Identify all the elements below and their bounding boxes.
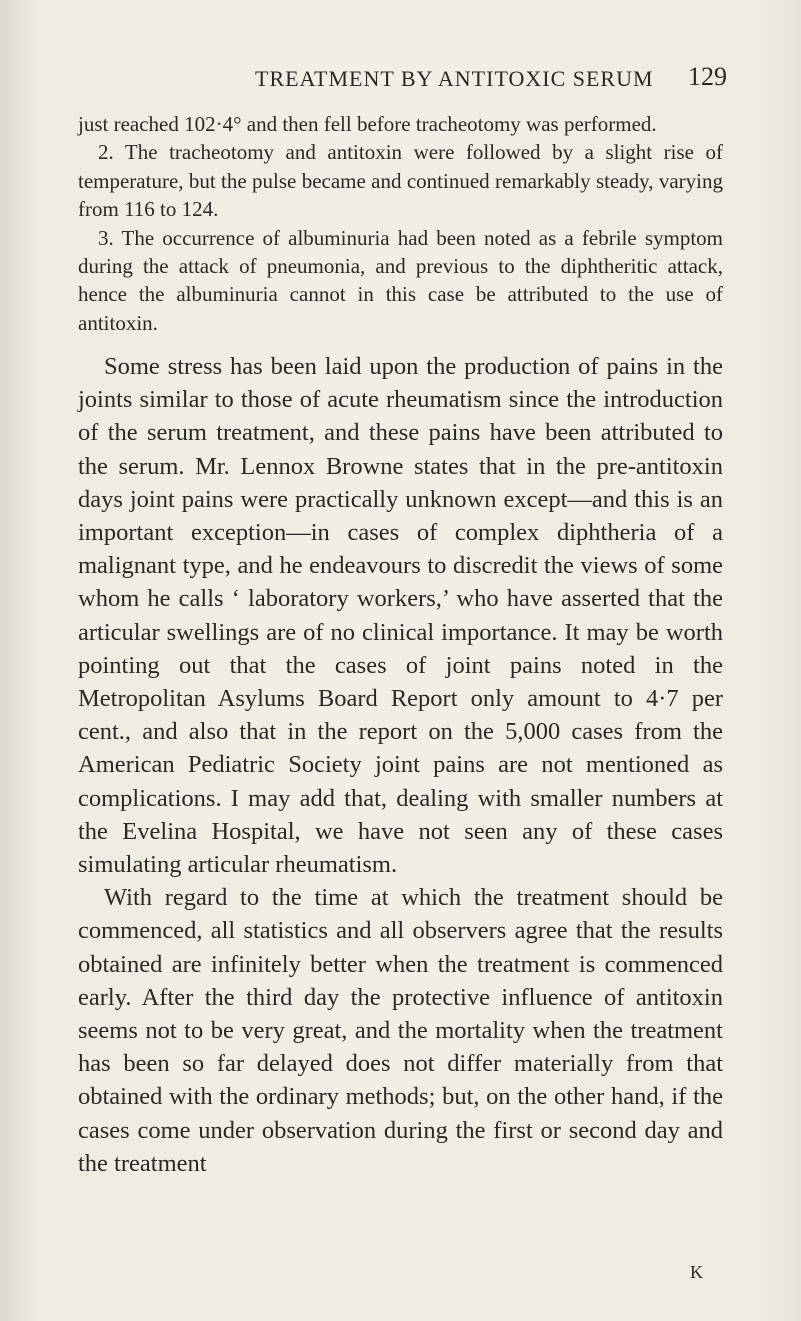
note-3: 3. The occurrence of albuminuria had been noted as a febrile symptom during the attack of pneumonia, and previous to the diphtheritic attack, hence the albuminuria cannot in this case be attributed to the use of antitoxin.: [78, 225, 723, 335]
case-notes: [78, 110, 723, 337]
note-2: 2. The tracheotomy and antitoxin were followed by a slight rise of temperature, but the pulse became and continued remarkably steady, varying from 116 to 124.: [78, 140, 723, 222]
running-title: TREATMENT BY ANTITOXIC SERUM: [255, 66, 654, 91]
page-number: 129: [688, 62, 727, 91]
page-header: [0, 62, 801, 106]
paragraph-joint-pains: Some stress has been laid upon the production of pains in the joints similar to those of acute rheumatism since the introduction of the serum treatment, and these pains have been attributed to the serum. Mr. Lennox Browne states that in the pre-antitoxin days joint pains were practically unknown except—and this is an important exception—in cases of complex diphtheria of a malignant type, and he endeavours to discredit the views of some whom he calls ‘ laboratory workers,’ who have asserted that the articular swellings are of no clinical importance. It may be worth pointing out that the cases of joint pains noted in the Metropolitan Asylums Board Report only amount to 4·7 per cent., and also that in the report on the 5,000 cases from the American Pediatric Society joint pains are not mentioned as complications. I may add that, dealing with smaller numbers at the Evelina Hospital, we have not seen any of these cases simulating articular rheumatism.: [78, 353, 723, 879]
note-continuation: just reached 102·4° and then fell before tracheotomy was performed.: [78, 112, 657, 136]
main-text: [78, 350, 723, 1180]
signature-mark: K: [690, 1262, 703, 1282]
paragraph-treatment-timing: With regard to the time at which the treatment should be commenced, all statistics and all observers agree that the results obtained are infinitely better when the treatment is commenced early. After the third day the protective influence of antitoxin seems not to be very great, and the mortality when the treatment has been so far delayed does not differ materially from that obtained with the ordinary methods; but, on the other hand, if the cases come under observation during the first or second day and the treatment: [78, 884, 723, 1177]
